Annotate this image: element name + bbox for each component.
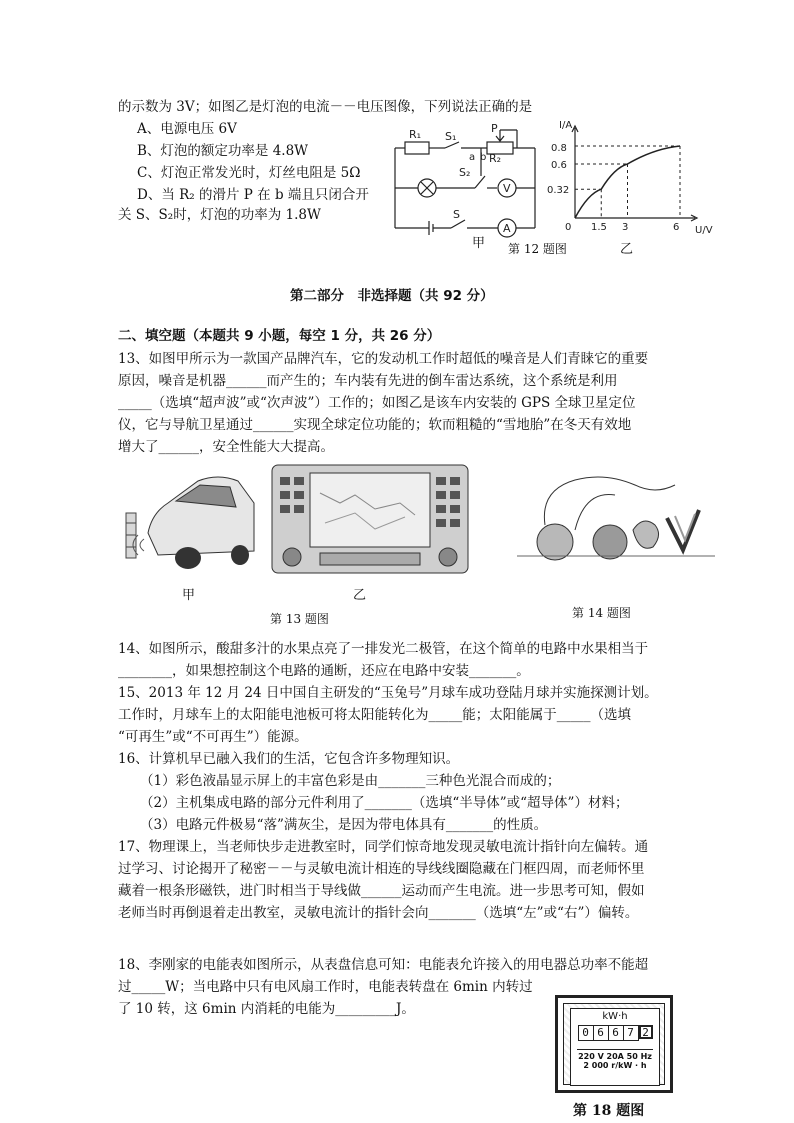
q16-line-4: （3）电路元件极易“落”满灰尘，是因为带电体具有_______的性质。 <box>140 817 548 833</box>
q13-car-image <box>118 463 258 573</box>
x-axis-label: U/V <box>695 225 713 236</box>
q18-caption: 第 18 题图 <box>573 1103 645 1119</box>
y-tick-0.6: 0.6 <box>551 160 567 171</box>
origin-label: 0 <box>565 222 572 233</box>
q18-line-1: 18、李刚家的电能表如图所示，从表盘信息可知：电能表允许接入的用电器总功率不能超 <box>118 957 649 973</box>
y-tick-0.32: 0.32 <box>547 185 570 196</box>
meter-spec-2: 2 000 r/kW · h <box>583 1061 647 1070</box>
q15-line-2: 工作时，月球车上的太阳能电池板可将太阳能转化为_____能；太阳能属于_____（选填 <box>118 707 631 723</box>
q13-caption: 第 13 题图 <box>270 612 329 626</box>
x-tick-1.5: 1.5 <box>591 222 607 233</box>
q12-figure-caption: 第 12 题图 <box>508 242 567 256</box>
q14-caption: 第 14 题图 <box>572 606 631 620</box>
q18-line-3: 了 10 转，这 6min 内消耗的电能为_________J。 <box>118 1001 415 1017</box>
energy-meter <box>555 995 673 1093</box>
q13-line-5: 增大了______，安全性能大大提高。 <box>118 439 334 455</box>
q12-option-b: B、灯泡的额定功率是 4.8W <box>137 143 309 159</box>
label-s1: S₁ <box>445 130 457 143</box>
q13-gps-label: 乙 <box>353 588 367 603</box>
q15-line-1: 15、2013 年 12 月 24 日中国自主研发的“玉兔号”月球车成功登陆月球并实施探测计划。 <box>118 685 658 701</box>
q16-line-1: 16、计算机早已融入我们的生活，它包含许多物理知识。 <box>118 751 460 767</box>
voltmeter-symbol: V <box>503 182 511 195</box>
q15-line-3: “可再生”或“不可再生”）能源。 <box>118 729 308 745</box>
label-a-terminal: a <box>469 152 476 163</box>
meter-digit: 6 <box>594 1025 609 1041</box>
fill-section-title: 二、填空题（本题共 9 小题，每空 1 分，共 26 分） <box>118 328 441 344</box>
meter-digit: 6 <box>609 1025 624 1041</box>
q12-option-d: D、当 R₂ 的滑片 P 在 b 端且只闭合开 <box>137 187 369 203</box>
q13-line-3: _____（选填“超声波”或“次声波”）工作的；如图乙是该车内安装的 GPS 全球卫星定位 <box>118 395 636 411</box>
label-r1: R₁ <box>409 128 422 141</box>
q12-circuit-diagram <box>385 118 545 243</box>
q18-line-2: 过_____W；当电路中只有电风扇工作时，电能表转盘在 6min 内转过 <box>118 979 533 995</box>
q12-option-a: A、电源电压 6V <box>137 121 237 137</box>
meter-spec-1: 220 V 20A 50 Hz <box>578 1052 652 1061</box>
q12-circuit-label: 甲 <box>472 236 486 251</box>
q14-line-1: 14、如图所示，酸甜多汁的水果点亮了一排发光二极管，在这个简单的电路中水果相当于 <box>118 641 649 657</box>
label-p: P <box>491 122 498 135</box>
label-s2: S₂ <box>459 166 471 179</box>
q13-line-1: 13、如图甲所示为一款国产品牌汽车，它的发动机工作时超低的噪音是人们青睐它的重要 <box>118 351 649 367</box>
q14-fruit-circuit-image <box>515 470 720 570</box>
q16-line-2: （1）彩色液晶显示屏上的丰富色彩是由_______三种色光混合而成的； <box>140 773 561 789</box>
meter-digit: 0 <box>578 1025 594 1041</box>
x-tick-3: 3 <box>622 222 629 233</box>
q12-option-d-cont: 关 S、S₂时，灯泡的功率为 1.8W <box>118 207 321 223</box>
part-title: 第二部分 非选择题（共 92 分） <box>290 288 494 304</box>
y-axis-label: I/A <box>559 120 573 131</box>
meter-digits <box>571 1025 659 1041</box>
ammeter-symbol: A <box>503 222 511 235</box>
q13-line-4: 仪，它与导航卫星通过______实现全球定位功能的；软而粗糙的“雪地胎”在冬天有效地 <box>118 417 632 433</box>
label-s: S <box>453 208 460 221</box>
q17-line-1: 17、物理课上，当老师快步走进教室时，同学们惊奇地发现灵敏电流计指针向左偏转。通 <box>118 839 649 855</box>
label-b-terminal: b <box>480 152 487 163</box>
q12-iu-graph <box>545 118 715 238</box>
q14-line-2: ________，如果想控制这个电路的通断，还应在电路中安装_______。 <box>118 663 530 679</box>
meter-unit: kW·h <box>602 1011 628 1022</box>
q16-line-3: （2）主机集成电路的部分元件利用了_______（选填“半导体”或“超导体”）材料； <box>140 795 629 811</box>
q17-line-4: 老师当时再倒退着走出教室，灵敏电流计的指针会向_______（选填“左”或“右”）偏转。 <box>118 905 639 921</box>
meter-digit: 7 <box>624 1025 639 1041</box>
q17-line-3: 藏着一根条形磁铁，进门时相当于导线做______运动而产生电流。进一步思考可知，假如 <box>118 883 645 899</box>
q12-option-c: C、灯泡正常发光时，灯丝电阻是 5Ω <box>137 165 361 181</box>
q12-graph-label: 乙 <box>620 242 634 257</box>
q17-line-2: 过学习、讨论揭开了秘密－－与灵敏电流计相连的导线线圈隐藏在门框四周，而老师怀里 <box>118 861 645 877</box>
y-tick-0.8: 0.8 <box>551 143 567 154</box>
q13-car-label: 甲 <box>182 588 196 603</box>
q12-intro: 的示数为 3V；如图乙是灯泡的电流－－电压图像，下列说法正确的是 <box>118 99 533 115</box>
x-tick-6: 6 <box>673 222 680 233</box>
label-r2: R₂ <box>489 152 502 165</box>
meter-digit-decimal: 2 <box>639 1025 653 1039</box>
q13-gps-image <box>270 463 470 575</box>
q13-line-2: 原因，噪音是机器______而产生的；车内装有先进的倒车雷达系统，这个系统是利用 <box>118 373 618 389</box>
